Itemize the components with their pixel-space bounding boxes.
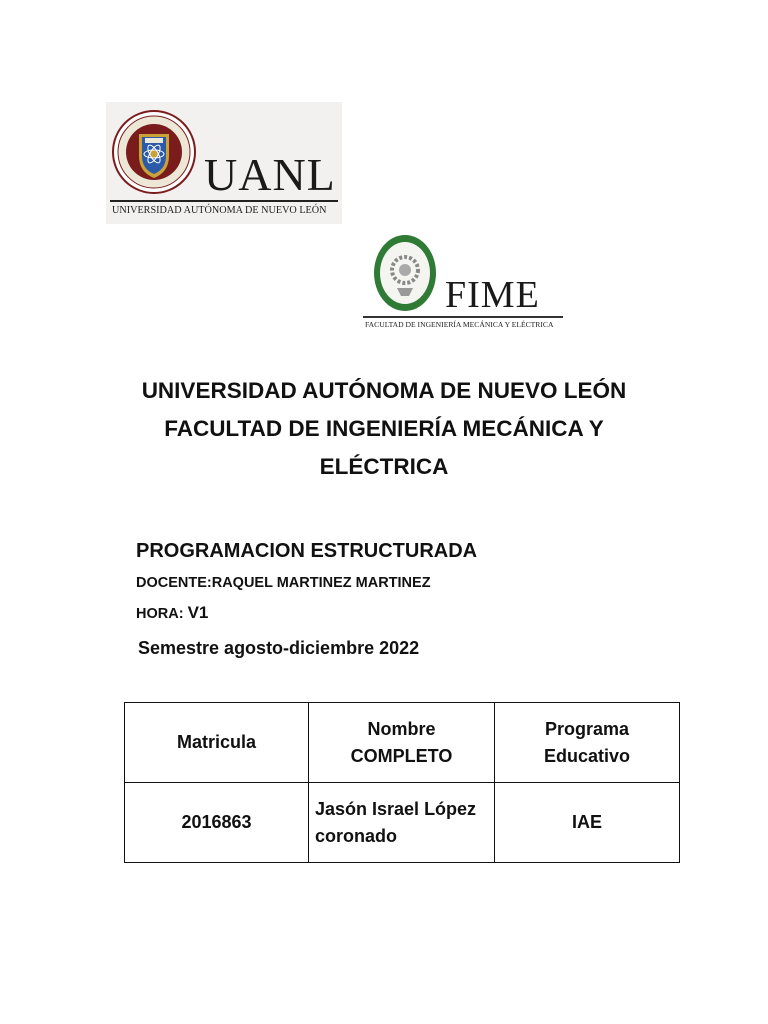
header-programa-line1: Programa [544,718,630,739]
hour-value: V1 [187,603,209,622]
uanl-divider [110,200,338,202]
faculty-title-line1: FACULTAD DE INGENIERÍA MECÁNICA Y [164,416,604,441]
uanl-wordmark: UANL [204,149,336,200]
cell-nombre-line1: Jasón Israel López [315,798,477,819]
uanl-logo [106,102,342,224]
fime-divider [363,316,563,318]
hour-line [136,603,208,623]
fime-logo [355,228,573,342]
hour-label: HORA: [136,606,188,622]
table-header-row [125,703,680,783]
teacher-line: DOCENTE:RAQUEL MARTINEZ MARTINEZ [136,575,431,591]
cell-programa: IAE [495,783,680,863]
faculty-title-line2: ELÉCTRICA [319,454,449,479]
header-programa-line2: Educativo [543,745,631,766]
fime-wordmark: FIME [445,274,540,316]
student-table [124,702,680,863]
cell-nombre [309,783,495,863]
header-programa [495,703,680,783]
university-title: UNIVERSIDAD AUTÓNOMA DE NUEVO LEÓN [141,378,627,403]
fime-seal-icon [373,234,437,312]
header-matricula: Matricula [125,703,309,783]
course-name: PROGRAMACION ESTRUCTURADA [136,540,478,562]
cell-matricula: 2016863 [125,783,309,863]
table-row [125,783,680,863]
header-nombre-line1: Nombre [367,718,436,739]
uanl-seal-icon [112,110,196,194]
header-nombre [309,703,495,783]
uanl-subtitle: UNIVERSIDAD AUTÓNOMA DE NUEVO LEÓN [112,205,327,216]
fime-subtitle: FACULTAD DE INGENIERÍA MECÁNICA Y ELÉCTRICA [365,320,554,329]
header-nombre-line2: COMPLETO [350,745,453,766]
semester-line: Semestre agosto-diciembre 2022 [138,638,420,658]
cell-nombre-line2: coronado [315,825,398,846]
